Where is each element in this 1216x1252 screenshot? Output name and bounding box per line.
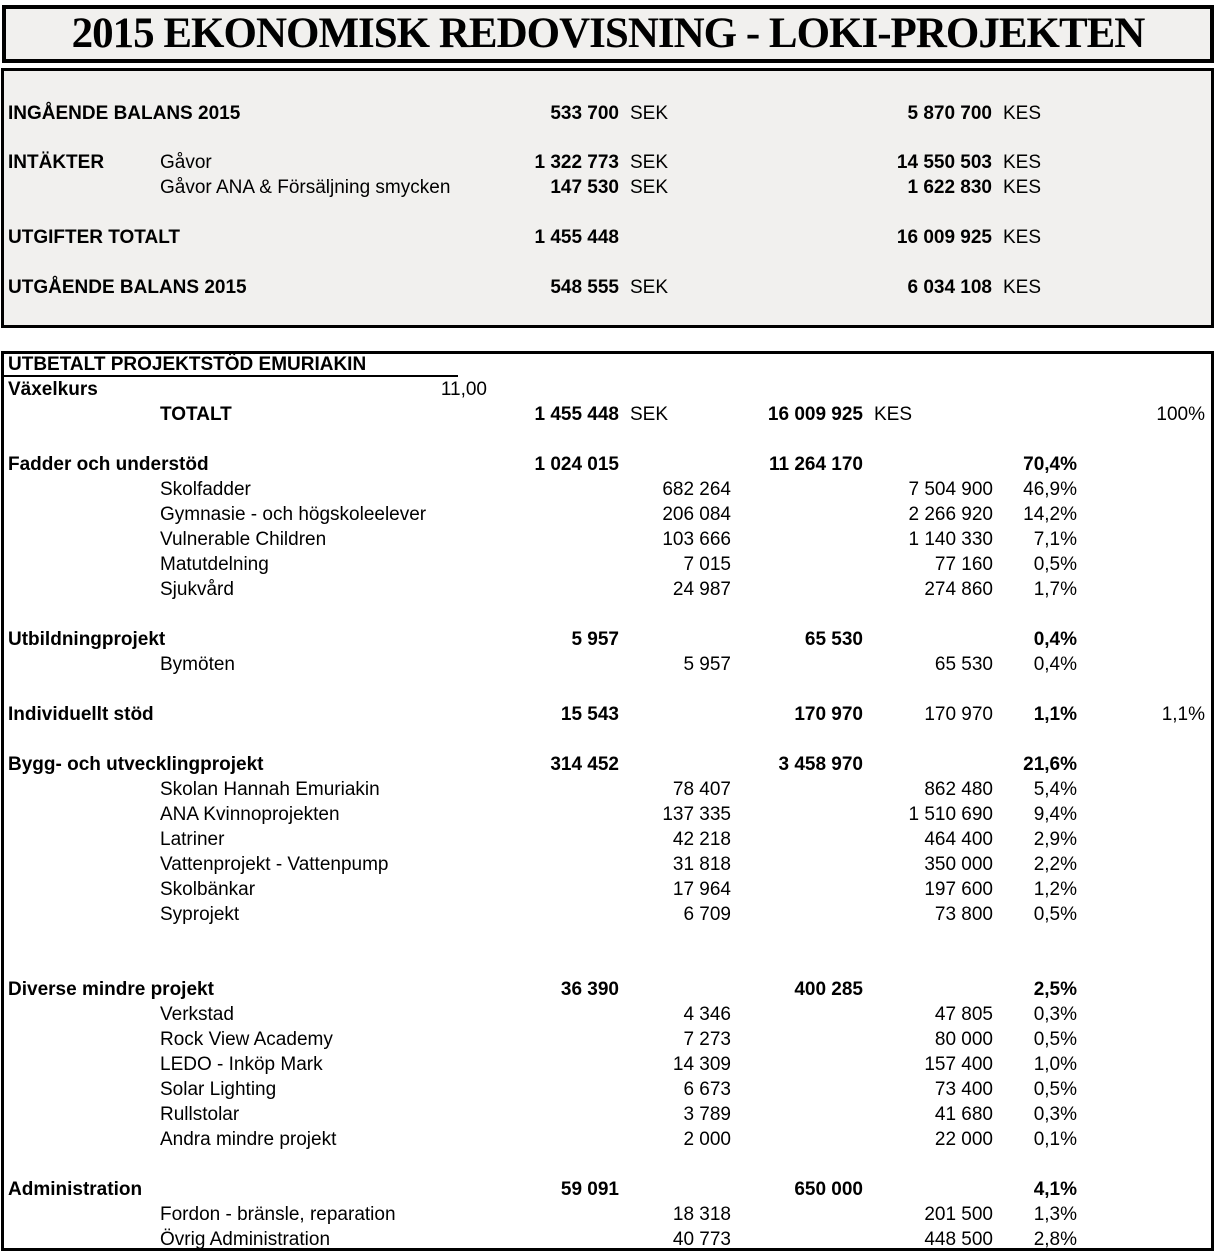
detail-row-label: Skolan Hannah Emuriakin	[160, 779, 380, 800]
report-title: 2015 EKONOMISK REDOVISNING - LOKI-PROJEKTEN	[2, 5, 1214, 63]
detail-sek-value: 18 318	[672, 1204, 731, 1225]
detail-pct-sub-value: 1,1%	[1161, 704, 1205, 725]
detail-sek-value: 5 957	[683, 654, 731, 675]
detail-sek-value: 103 666	[662, 529, 731, 550]
detail-sek-value: 7 273	[683, 1029, 731, 1050]
detail-sek-value: 17 964	[672, 879, 731, 900]
detail-sek-value: 24 987	[672, 579, 731, 600]
detail-row-label: Syprojekt	[160, 904, 240, 925]
detail-sek-value: 42 218	[672, 829, 731, 850]
detail-sek-value: 36 390	[560, 979, 619, 1000]
detail-pct-value: 1,0%	[1033, 1054, 1077, 1075]
detail-row-label: Rock View Academy	[160, 1029, 333, 1050]
detail-sek-value: 4 346	[683, 1004, 731, 1025]
detail-pct-value: 70,4%	[1023, 454, 1077, 475]
detail-sek-value: 59 091	[560, 1179, 619, 1200]
summary-sek-value: 1 322 773	[534, 152, 619, 173]
detail-sek-value: 5 957	[571, 629, 619, 650]
detail-kes-value: 201 500	[924, 1204, 993, 1225]
detail-pct-value: 0,4%	[1033, 629, 1077, 650]
detail-kes-value: 448 500	[924, 1229, 993, 1250]
detail-sek-value: 6 673	[683, 1079, 731, 1100]
summary-kes-unit: KES	[1003, 277, 1042, 298]
detail-kes-value: 7 504 900	[908, 479, 993, 500]
detail-kes-value: 11 264 170	[768, 454, 863, 475]
detail-pct-value: 1,7%	[1033, 579, 1077, 600]
detail-kes-value: 274 860	[924, 579, 993, 600]
detail-pct-value: 2,5%	[1033, 979, 1077, 1000]
detail-sek-value: 682 264	[662, 479, 731, 500]
detail-sek-value: 14 309	[672, 1054, 731, 1075]
detail-kes-value: 41 680	[934, 1104, 993, 1125]
detail-pct-value: 0,1%	[1033, 1129, 1077, 1150]
detail-sek-value: 137 335	[662, 804, 731, 825]
detail-kes-value: 2 266 920	[908, 504, 993, 525]
detail-pct-value: 1,3%	[1033, 1204, 1077, 1225]
detail-pct-value: 0,5%	[1033, 1029, 1077, 1050]
detail-sek-value: 1 024 015	[534, 454, 619, 475]
detail-pct-value: 2,8%	[1033, 1229, 1077, 1250]
summary-sek-unit: SEK	[630, 152, 669, 173]
summary-kes-unit: KES	[1003, 103, 1042, 124]
summary-kes-value: 14 550 503	[896, 152, 992, 173]
detail-kes-value: 77 160	[934, 554, 993, 575]
detail-pct-value: 21,6%	[1023, 754, 1077, 775]
detail-row-label: Andra mindre projekt	[160, 1129, 337, 1150]
detail-kes-sub-value: 170 970	[924, 704, 993, 725]
detail-kes-value: 464 400	[924, 829, 993, 850]
detail-row-label: Solar Lighting	[160, 1079, 277, 1100]
detail-kes-value: 73 400	[934, 1079, 993, 1100]
detail-row-label: Individuellt stöd	[8, 704, 154, 725]
detail-sek-value: 40 773	[672, 1229, 731, 1250]
summary-sek-unit: SEK	[630, 277, 669, 298]
summary-row-sublabel: Gåvor ANA & Försäljning smycken	[160, 177, 451, 198]
detail-panel-header: UTBETALT PROJEKTSTÖD EMURIAKIN	[8, 354, 367, 375]
detail-pct-value: 0,5%	[1033, 554, 1077, 575]
detail-row-label: Övrig Administration	[160, 1229, 331, 1250]
detail-pct-value: 0,5%	[1033, 904, 1077, 925]
detail-row-label: Latriner	[160, 829, 225, 850]
detail-kes-value: 65 530	[804, 629, 863, 650]
detail-sek-value: 2 000	[683, 1129, 731, 1150]
detail-pct-value: 14,2%	[1023, 504, 1077, 525]
detail-row-label: Verkstad	[160, 1004, 234, 1025]
summary-row-label: INGÅENDE BALANS 2015	[8, 103, 241, 124]
detail-row-label: Fadder och understöd	[8, 454, 209, 475]
detail-pct-value: 9,4%	[1033, 804, 1077, 825]
detail-sek-unit: SEK	[630, 404, 669, 425]
detail-row-label: Gymnasie - och högskoleelever	[160, 504, 427, 525]
summary-sek-value: 1 455 448	[534, 227, 619, 248]
detail-kes-value: 170 970	[794, 704, 863, 725]
detail-row-label: Skolfadder	[160, 479, 251, 500]
detail-row-label: Fordon - bränsle, reparation	[160, 1204, 396, 1225]
summary-sek-unit: SEK	[630, 177, 669, 198]
exchange-rate-value: 11,00	[440, 379, 487, 400]
summary-row-label: UTGIFTER TOTALT	[8, 227, 181, 248]
detail-pct-value: 0,4%	[1033, 654, 1077, 675]
detail-sek-value: 206 084	[662, 504, 731, 525]
summary-row-label: UTGÅENDE BALANS 2015	[8, 277, 247, 298]
detail-row-label: Diverse mindre projekt	[8, 979, 214, 1000]
summary-sek-value: 147 530	[550, 177, 619, 198]
detail-kes-value: 22 000	[934, 1129, 993, 1150]
detail-pct-value: 46,9%	[1023, 479, 1077, 500]
summary-row-label: INTÄKTER	[8, 152, 105, 173]
summary-sek-value: 548 555	[550, 277, 619, 298]
detail-pct-value: 7,1%	[1033, 529, 1077, 550]
detail-pct-value: 4,1%	[1033, 1179, 1077, 1200]
summary-sek-unit: SEK	[630, 103, 669, 124]
detail-row-label: Skolbänkar	[160, 879, 256, 900]
summary-kes-value: 1 622 830	[907, 177, 992, 198]
summary-kes-value: 16 009 925	[896, 227, 992, 248]
detail-kes-value: 157 400	[924, 1054, 993, 1075]
detail-row-label: LEDO - Inköp Mark	[160, 1054, 323, 1075]
detail-sek-value: 3 789	[683, 1104, 731, 1125]
detail-kes-value: 197 600	[924, 879, 993, 900]
detail-pct-sub-value: 100%	[1156, 404, 1205, 425]
detail-kes-value: 80 000	[934, 1029, 993, 1050]
detail-pct-value: 2,9%	[1033, 829, 1077, 850]
detail-kes-value: 73 800	[934, 904, 993, 925]
detail-kes-value: 47 805	[934, 1004, 993, 1025]
detail-row-label: Vattenprojekt - Vattenpump	[160, 854, 389, 875]
detail-row-label: Bymöten	[160, 654, 235, 675]
detail-pct-value: 0,3%	[1033, 1104, 1077, 1125]
detail-kes-value: 862 480	[924, 779, 993, 800]
detail-sek-value: 1 455 448	[534, 404, 619, 425]
summary-kes-value: 5 870 700	[907, 103, 992, 124]
detail-row-label: TOTALT	[160, 404, 232, 425]
detail-row-label: Matutdelning	[160, 554, 269, 575]
detail-pct-value: 2,2%	[1033, 854, 1077, 875]
detail-pct-value: 0,3%	[1033, 1004, 1077, 1025]
detail-pct-value: 0,5%	[1033, 1079, 1077, 1100]
detail-row-label: Administration	[8, 1179, 143, 1200]
detail-row-label: Vulnerable Children	[160, 529, 327, 550]
summary-kes-unit: KES	[1003, 227, 1042, 248]
detail-pct-value: 1,2%	[1033, 879, 1077, 900]
detail-row-label: Rullstolar	[160, 1104, 240, 1125]
detail-sek-value: 31 818	[672, 854, 731, 875]
summary-sek-value: 533 700	[550, 103, 619, 124]
detail-pct-value: 5,4%	[1033, 779, 1077, 800]
detail-kes-value: 65 530	[934, 654, 993, 675]
summary-kes-unit: KES	[1003, 177, 1042, 198]
detail-row-label: Bygg- och utvecklingprojekt	[8, 754, 264, 775]
detail-kes-value: 16 009 925	[767, 404, 863, 425]
summary-kes-value: 6 034 108	[907, 277, 992, 298]
detail-kes-value: 1 510 690	[908, 804, 993, 825]
detail-kes-value: 350 000	[924, 854, 993, 875]
detail-kes-value: 400 285	[794, 979, 863, 1000]
detail-row-label: Sjukvård	[160, 579, 234, 600]
detail-sek-value: 15 543	[560, 704, 619, 725]
exchange-rate-label: Växelkurs	[8, 379, 98, 400]
summary-kes-unit: KES	[1003, 152, 1042, 173]
detail-kes-unit: KES	[874, 404, 913, 425]
detail-kes-value: 3 458 970	[778, 754, 863, 775]
detail-row-label: Utbildningprojekt	[8, 629, 166, 650]
detail-sek-value: 78 407	[672, 779, 731, 800]
detail-sek-value: 314 452	[550, 754, 619, 775]
detail-row-label: ANA Kvinnoprojekten	[160, 804, 340, 825]
detail-kes-value: 1 140 330	[908, 529, 993, 550]
detail-pct-value: 1,1%	[1033, 704, 1077, 725]
detail-sek-value: 7 015	[683, 554, 731, 575]
detail-sek-value: 6 709	[683, 904, 731, 925]
detail-kes-value: 650 000	[794, 1179, 863, 1200]
summary-row-sublabel: Gåvor	[160, 152, 212, 173]
